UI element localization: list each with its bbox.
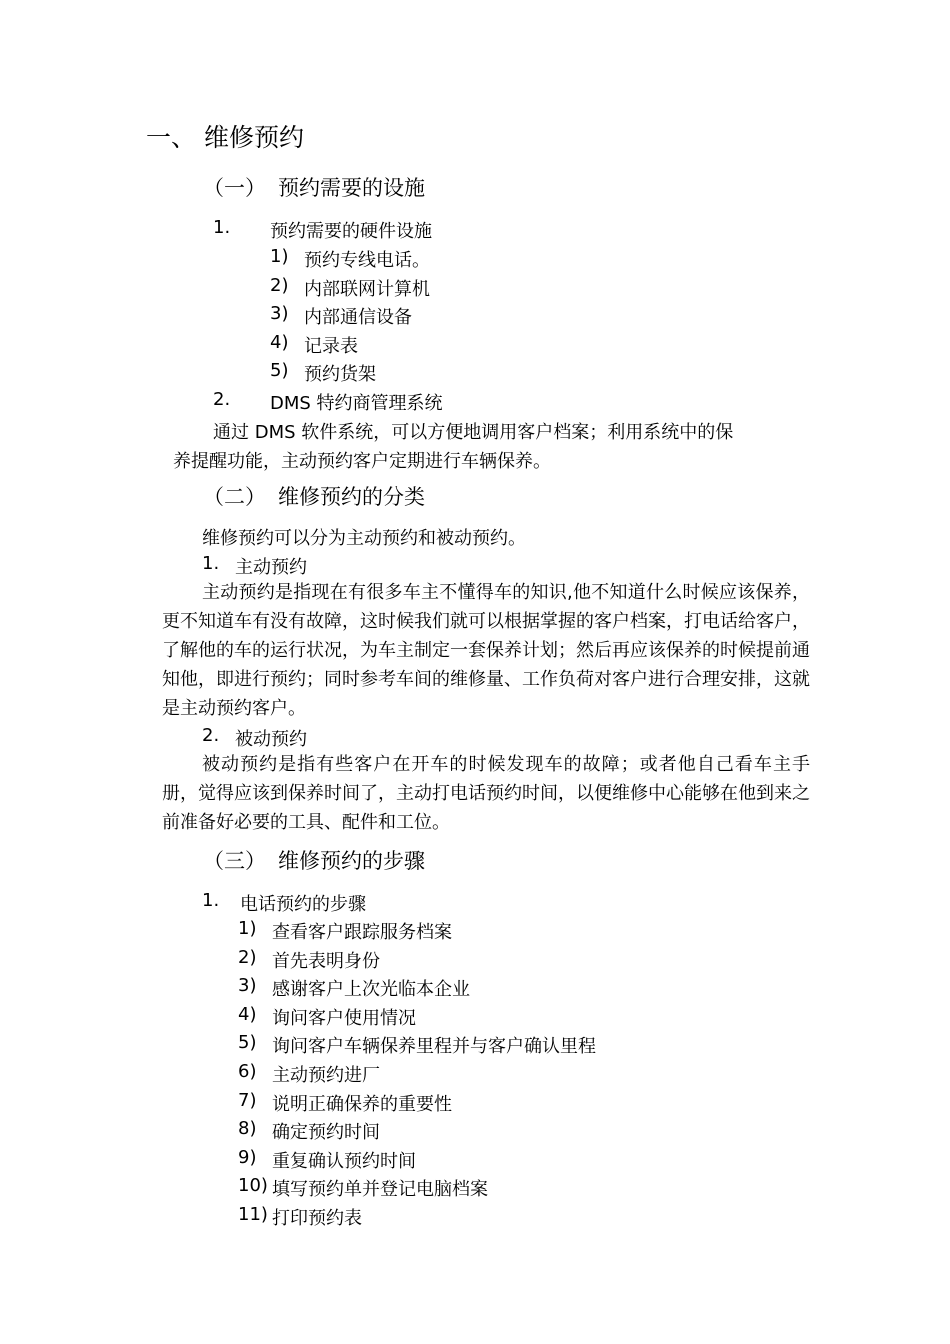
hardware-item-1-text: 预约专线电话。	[304, 250, 430, 271]
step-3-number: 3)	[238, 975, 257, 996]
step-11-number: 11)	[238, 1204, 268, 1225]
section1-item2-number: 2.	[213, 389, 231, 410]
section1-item2-label: DMS 特约商管理系统	[270, 393, 443, 414]
hardware-item-3-text: 内部通信设备	[304, 307, 412, 328]
step-11-text: 打印预约表	[272, 1208, 362, 1229]
step-10-text: 填写预约单并登记电脑档案	[272, 1179, 488, 1200]
step-4-number: 4)	[238, 1004, 257, 1025]
main-heading: 一、 维修预约	[146, 123, 304, 152]
step-9-number: 9)	[238, 1147, 257, 1168]
hardware-item-4-text: 记录表	[304, 336, 358, 357]
hardware-item-5-text: 预约货架	[304, 364, 376, 385]
section2-sub1-number: 1.	[202, 553, 220, 574]
step-2-text: 首先表明身份	[272, 951, 380, 972]
section1-number: （一）	[203, 176, 266, 200]
section3-number: （三）	[203, 849, 266, 873]
hardware-item-1-number: 1)	[270, 246, 289, 267]
section3-sub1-label: 电话预约的步骤	[240, 894, 366, 915]
step-6-text: 主动预约进厂	[272, 1065, 380, 1086]
section1-item1-label: 预约需要的硬件设施	[270, 221, 432, 242]
step-9-text: 重复确认预约时间	[272, 1151, 416, 1172]
hardware-item-5-number: 5)	[270, 360, 289, 381]
passive-booking-paragraph: 被动预约是指有些客户在开车的时候发现车的故障；或者他自己看车主手册，觉得应该到保养时间了，主动打电话预约时间，以便维修中心能够在他到来之前准备好必要的工具、配件和工位。	[162, 754, 810, 833]
section2-sub2-label: 被动预约	[235, 729, 307, 750]
section3-title: 维修预约的步骤	[278, 849, 425, 873]
step-8-number: 8)	[238, 1118, 257, 1139]
section1-title: 预约需要的设施	[278, 176, 425, 200]
section2-intro: 维修预约可以分为主动预约和被动预约。	[202, 528, 526, 549]
step-7-text: 说明正确保养的重要性	[272, 1094, 452, 1115]
hardware-item-3-number: 3)	[270, 303, 289, 324]
section2-sub1-label: 主动预约	[235, 557, 307, 578]
step-1-text: 查看客户跟踪服务档案	[272, 922, 452, 943]
hardware-item-2-text: 内部联网计算机	[304, 279, 430, 300]
active-booking-paragraph-block	[162, 578, 810, 723]
step-3-text: 感谢客户上次光临本企业	[272, 979, 470, 1000]
hardware-item-2-number: 2)	[270, 275, 289, 296]
section3-sub1-number: 1.	[202, 890, 220, 911]
hardware-item-4-number: 4)	[270, 332, 289, 353]
dms-description-line2: 养提醒功能，主动预约客户定期进行车辆保养。	[173, 451, 551, 472]
section1-item1-number: 1.	[213, 217, 231, 238]
section2-title: 维修预约的分类	[278, 485, 425, 509]
step-5-text: 询问客户车辆保养里程并与客户确认里程	[272, 1036, 596, 1057]
section2-sub2-number: 2.	[202, 725, 220, 746]
step-1-number: 1)	[238, 918, 257, 939]
step-5-number: 5)	[238, 1032, 257, 1053]
step-4-text: 询问客户使用情况	[272, 1008, 416, 1029]
step-8-text: 确定预约时间	[272, 1122, 380, 1143]
step-7-number: 7)	[238, 1090, 257, 1111]
dms-description-line1: 通过 DMS 软件系统，可以方便地调用客户档案；利用系统中的保	[213, 422, 734, 443]
step-2-number: 2)	[238, 947, 257, 968]
step-6-number: 6)	[238, 1061, 257, 1082]
active-booking-paragraph: 主动预约是指现在有很多车主不懂得车的知识,他不知道什么时候应该保养，更不知道车有没有故障，这时候我们就可以根据掌握的客户档案，打电话给客户，了解他的车的运行状况，为车主制定一套保养计划；然后再应该保养的时候提前通知他，即进行预约；同时参考车间的维修量、工作负荷对客户进行合理安排，这就是主动预约客户。	[162, 582, 810, 719]
section2-number: （二）	[203, 485, 266, 509]
passive-booking-paragraph-block	[162, 750, 810, 837]
step-10-number: 10)	[238, 1175, 268, 1196]
